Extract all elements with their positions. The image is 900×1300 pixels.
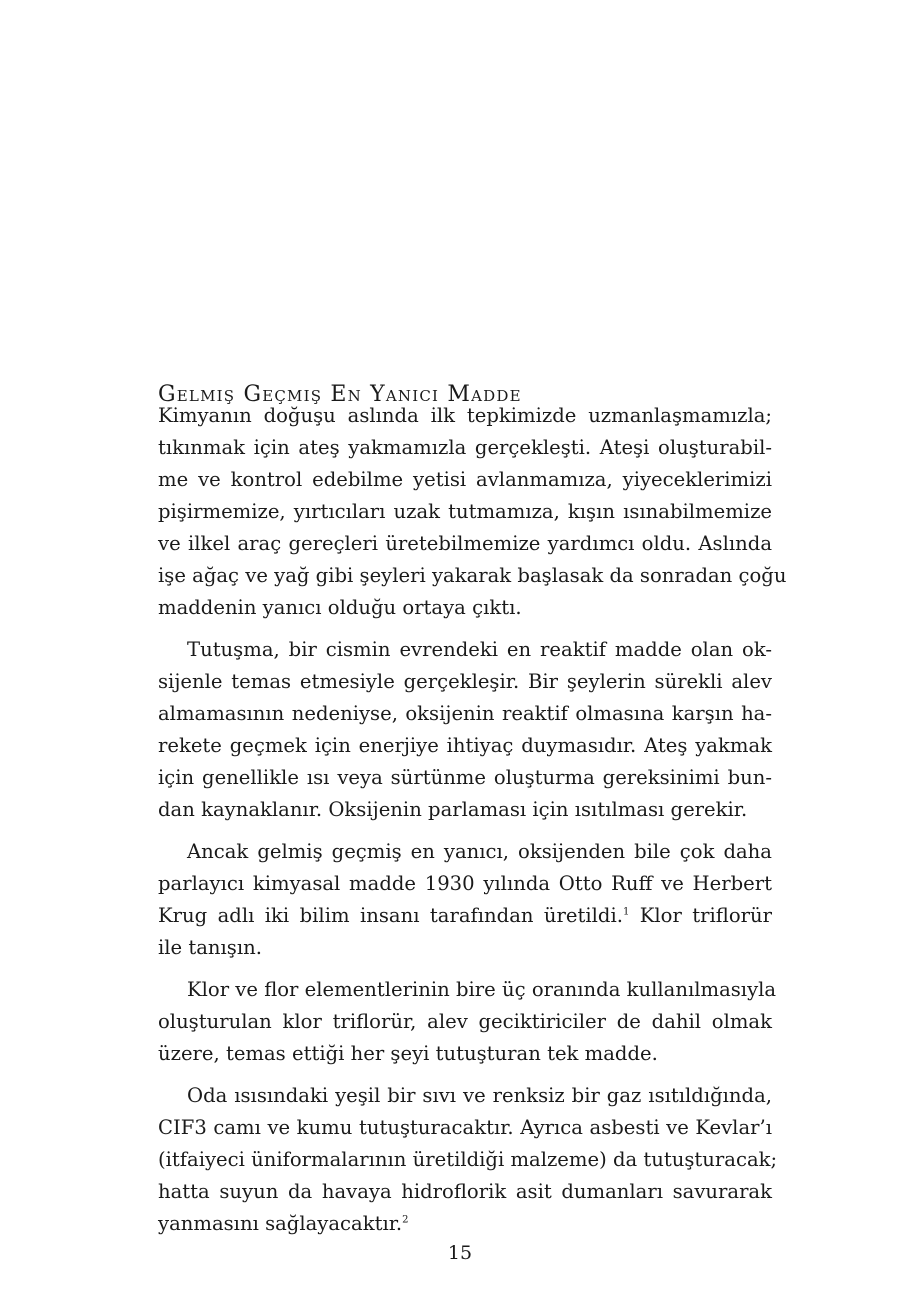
text-line: tıkınmak için ateş yakmamızla gerçekleşti. Ateşi oluşturabil- xyxy=(158,436,772,459)
footnote-marker[interactable]: 2 xyxy=(402,1214,409,1226)
text-line: maddenin yanıcı olduğu ortaya çıktı. xyxy=(158,596,522,619)
section-title: Gelmiş Geçmiş En Yanıcı Madde xyxy=(158,382,522,408)
text-line: sijenle temas etmesiyle gerçekleşir. Bir şeylerin sürekli alev xyxy=(158,670,772,693)
text-line: Tutuşma, bir cismin evrendeki en reaktif madde olan ok- xyxy=(187,638,772,661)
text-line: CIF3 camı ve kumu tutuşturacaktır. Ayrıca asbesti ve Kevlar’ı xyxy=(158,1116,772,1139)
paragraph-1 xyxy=(158,400,787,624)
text-line: ile tanışın. xyxy=(158,936,262,959)
text-segment: Klor triflorür xyxy=(629,904,772,927)
text-line: dan kaynaklanır. Oksijenin parlaması için ısıtılması gerekir. xyxy=(158,798,748,821)
text-line: için genellikle ısı veya sürtünme oluşturma gereksinimi bun- xyxy=(158,766,772,789)
text-line: üzere, temas ettiği her şeyi tutuşturan tek madde. xyxy=(158,1042,658,1065)
text-line-with-footnote xyxy=(158,1208,772,1240)
page-number: 15 xyxy=(447,1242,473,1264)
text-line: ve ilkel araç gereçleri üretebilmemize yardımcı oldu. Aslında xyxy=(158,532,772,555)
paragraph-2 xyxy=(158,634,772,826)
text-line: pişirmemize, yırtıcıları uzak tutmamıza, kışın ısınabilmemize xyxy=(158,500,772,523)
text-line-with-footnote xyxy=(158,900,772,932)
text-line: Klor ve flor elementlerinin bire üç oranında kullanılmasıyla xyxy=(187,978,777,1001)
text-line: (itfaiyeci üniformalarının üretildiği malzeme) da tutuşturacak; xyxy=(158,1148,778,1171)
footnote-marker[interactable]: 1 xyxy=(622,906,630,918)
text-line: işe ağaç ve yağ gibi şeyleri yakarak başlasak da sonradan çoğu xyxy=(158,564,787,587)
text-segment: yanmasını sağlayacaktır. xyxy=(158,1212,403,1235)
text-line: almamasının nedeniyse, oksijenin reaktif olmasına karşın ha- xyxy=(158,702,772,725)
text-line: parlayıcı kimyasal madde 1930 yılında Otto Ruff ve Herbert xyxy=(158,872,772,895)
paragraph-3 xyxy=(158,836,772,964)
body-text xyxy=(158,400,787,1250)
text-line: me ve kontrol edebilme yetisi avlanmamıza, yiyeceklerimizi xyxy=(158,468,772,491)
paragraph-5 xyxy=(158,1080,778,1240)
paragraph-4 xyxy=(158,974,777,1070)
text-line: hatta suyun da havaya hidroflorik asit dumanları savurarak xyxy=(158,1180,772,1203)
text-line: Oda ısısındaki yeşil bir sıvı ve renksiz bir gaz ısıtıldığında, xyxy=(187,1084,772,1107)
text-line: Kimyanın doğuşu aslında ilk tepkimizde uzmanlaşmamızla; xyxy=(158,404,772,427)
text-line: Ancak gelmiş geçmiş en yanıcı, oksijenden bile çok daha xyxy=(187,840,772,863)
text-segment: Krug adlı iki bilim insanı tarafından üretildi. xyxy=(158,904,623,927)
text-line: oluşturulan klor triflorür, alev geciktiriciler de dahil olmak xyxy=(158,1010,772,1033)
text-line: rekete geçmek için enerjiye ihtiyaç duymasıdır. Ateş yakmak xyxy=(158,734,772,757)
